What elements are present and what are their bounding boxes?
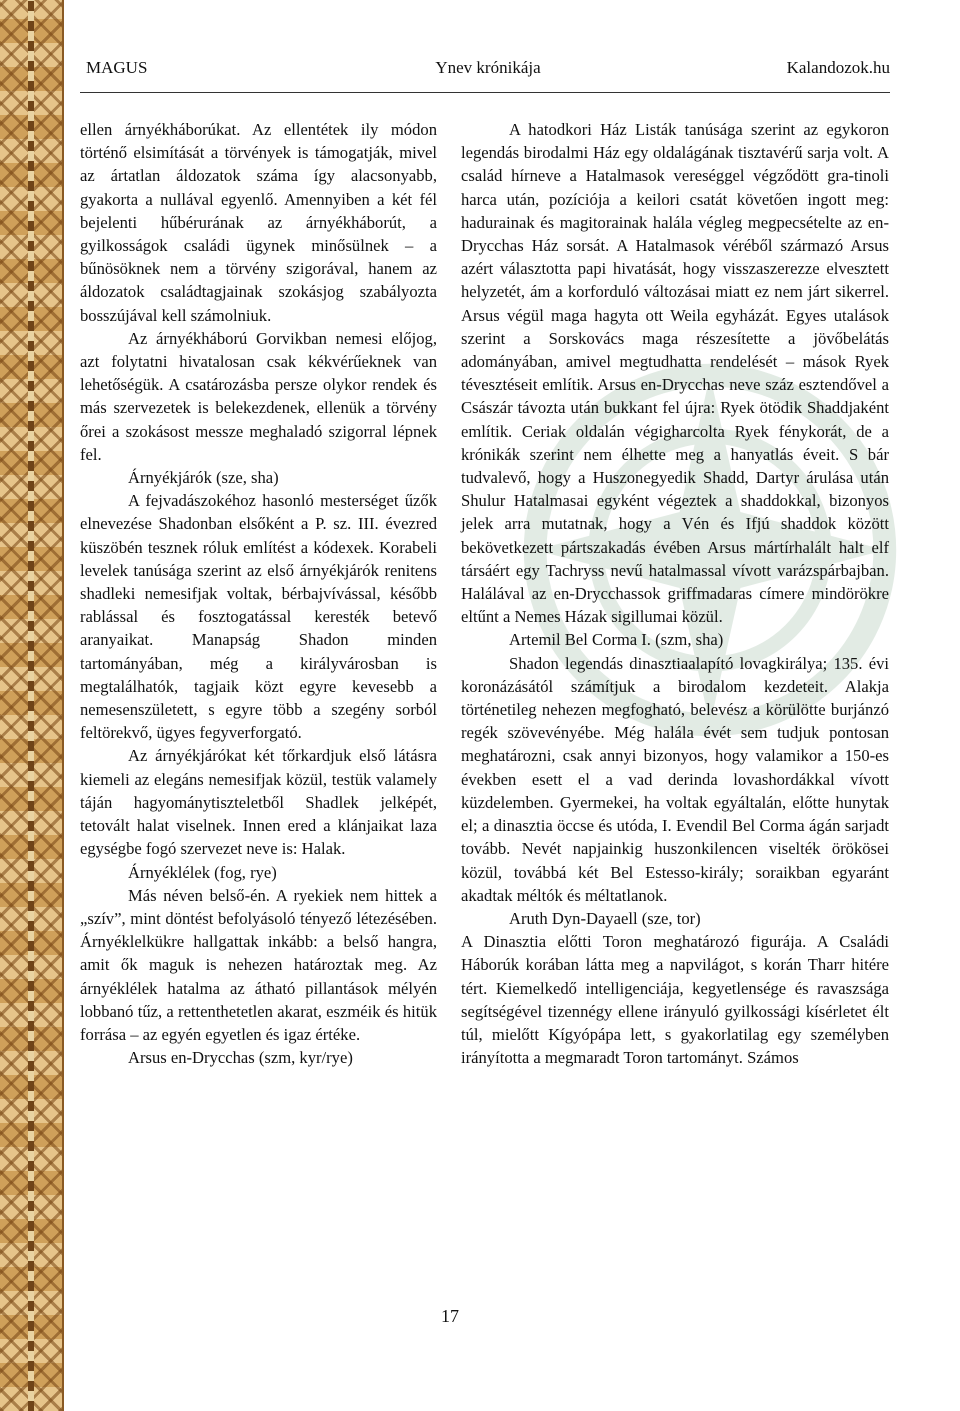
paragraph: Aruth Dyn-Dayaell (sze, tor): [509, 908, 701, 928]
paragraph: Artemil Bel Corma I. (szm, sha): [509, 630, 724, 650]
header-title: Ynev krónikája: [435, 58, 541, 77]
page-header: [86, 58, 890, 84]
paragraph: ellen árnyékháborúkat. Az ellentétek ily módon történő elsimítását a törvények is támogatják, mivel az ártatlan áldozatok száma így alacsonyabb, gyakorta a nullával egyenlő. Amennyiben a két fél bejelenti hűbérurának az árnyékháborút, a gyilkosságok családi ügynek minősülnek – a bűnösöknek nem a törvény szigorával, hanem az áldozatok családtagjainak szokásjog szabályozta bosszújával kell számolniuk.: [80, 120, 437, 325]
paragraph: Az árnyékháború Gorvikban nemesi előjog, azt folytatni hivatalosan csak kékvérűeknek van lehetőségük. A csatározásba persze olykor rendek és más szervezetek is belekezdenek, ellenük a törvény őrei a szokásost messze meghaladó szigorral lépnek fel.: [80, 328, 437, 464]
decorative-side-border: [0, 0, 64, 1411]
paragraph: A Dinasztia előtti Toron meghatározó figurája. A Családi Háborúk korában látta meg a napvilágot, s korán Tharr hitére tért. Kiemelkedő intelligenciája, kegyetlensége és ravaszsága segítségével tizennégy ellene irányuló gyilkossági kísérletet élt túl, mielőtt Kígyópápa lett, s gyakorlatilag egy személyben irányította a megmaradt Toron tartományt. Számos: [461, 932, 889, 1068]
paragraph: A hatodkori Ház Listák tanúsága szerint az egykoron legendás birodalmi Ház egy oldalágának tisztavérű sarja volt. A család hírneve a Hatalmasok vereséggel végződött gra-tinoli harca után, pozíciója a keilori csatát követően ingott meg: hadurainak és magitorainak halála végleg megpecsételte az en-Drycchas Ház sorsát. A Hatalmasok véréből származó Arsus azért választotta papi hivatását, hogy visszaszerezze elvesztett helyzetét, ám a korforduló változásai miatt ez nem járt sikerrel. Arsus végül maga hagyta ott Weila egyházát. Egyes utalások szerint a Sorskovács maga részesítette a jövőbelátás adományában, amivel megtudhatta rendelését – mások Ryek tévesztéseit említik. Arsus en-Drycchas neve száz esztendővel a Császár távozta után bukkant fel újra: Ryek ötödik Shaddjaként említik. Ceriak oldalán végigharcolta Ryek fénykorát, de a krónikák szerint nem élhette meg a hanyatlás éveit. S bár tudvalevő, hogy a Huszonegyedik Shadd, Dartyr árulása után Shulur Hatalmasai egyként végeztek a shaddokkal, bizonyos jelek arra mutatnak, hogy a Vén és Ifjú shaddok között bekövetkezett pártszakadás évében Arsus mártírhalált halt elf társáért egy Tachryss nevű hatalmassal vívott varázspárbajban. Halálával az en-Drycchassok griffmadaras címere mindörökre eltűnt a Nemes Házak sigillumai közül.: [461, 120, 889, 627]
paragraph: Arsus en-Drycchas (szm, kyr/rye): [128, 1048, 353, 1068]
paragraph: Az árnyékjárókat két tőrkardjuk első látásra kiemeli az elegáns nemesifjak közül, testük valamely táján hagyománytiszteletből Shadlek jelképét, tetovált halat viselnek. Innen ered a klánjaikat laza egységbe fogó szervezet neve is: Halak.: [80, 746, 437, 859]
paragraph: Más néven belső-én. A ryekiek nem hittek a „szív”, mint döntést befolyásoló tényező létezésében. Árnyéklelkükre hallgattak inkább: a belső hangra, amit ők maguk is nehezen határoztak meg. Az árnyéklélek hatalma az átható pillantások mélyén lobbanó tűz, a rettenthetetlen akarat, eszméik és hitük forrása – az egyén egyetlen és igaz értéke.: [80, 885, 437, 1044]
right-text-column: [461, 118, 889, 1069]
page-number: 17: [441, 1306, 459, 1326]
header-rule: [80, 92, 890, 93]
paragraph: A fejvadászokéhoz hasonló mesterséget űzők elnevezése Shadonban elsőként a P. sz. III. évezred küszöbén tesznek róluk említést a kódexek. Korabeli levelek tanúsága szerint az első árnyékjárók renitens shadleki nemesifjak voltak, bérbajvívással, később rablással és fosztogatással keresték betevő aranyaikat. Manapság Shadon minden tartományában, még a királyvárosban is megtalálhatók, tagjaik közt egyre kevesebb a nemesenszületett, s egyre több a szegény sorból feltörekvő, ügyes fegyverforgató.: [80, 491, 437, 743]
header-site: Kalandozok.hu: [786, 58, 890, 77]
paragraph: Árnyékjárók (sze, sha): [128, 468, 279, 488]
left-text-column: [80, 118, 437, 1069]
paragraph: Shadon legendás dinasztiaalapító lovagkirálya; 135. évi koronázásától számítjuk a birodalom kezdeteit. Alakja történetileg nehezen megfogható, belevész a körülötte burjánzó regék szövevényébe. Még halála évét sem tudjuk pontosan meghatározni, csak annyi bizonyos, hogy valamikor a 150-es években esett el a vad derinda lovashordákkal vívott küzdelemben. Gyermekei, ha voltak egyáltalán, előtte hunytak el; a dinasztia öccse és utóda, I. Evendil Bel Corma ágán sarjadt tovább. Nevét napjainkig huszonkilencen viselték örökösei közül, továbbá két Bel Estesso-király; soraikban egyaránt akadtak méltók és méltatlanok.: [461, 653, 889, 905]
header-magus: MAGUS: [86, 58, 148, 77]
paragraph: Árnyéklélek (fog, rye): [128, 862, 277, 882]
